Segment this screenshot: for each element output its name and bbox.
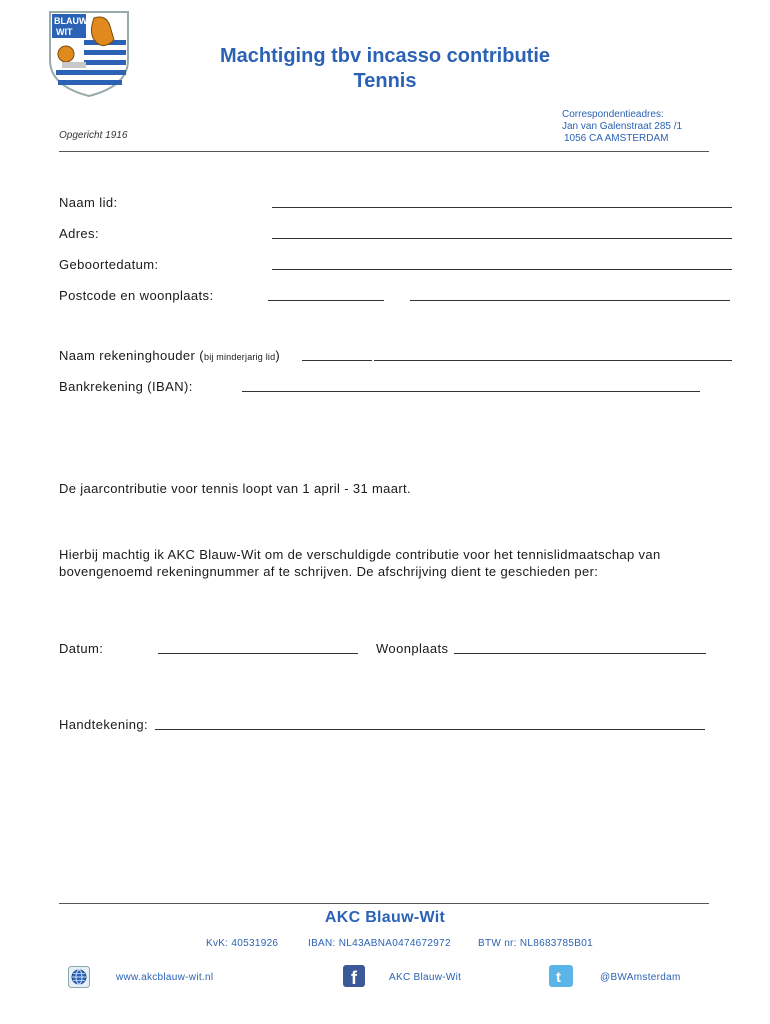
postcode-label: Postcode en woonplaats: (59, 288, 214, 303)
svg-text:f: f (351, 968, 357, 987)
logo-text-bottom: WIT (56, 27, 73, 37)
address-field-label: Adres: (59, 226, 99, 241)
holder-close: ) (275, 348, 281, 363)
kvk-number: KvK: 40531926 (206, 938, 279, 949)
mandate-text (59, 546, 661, 580)
address-label: Correspondentieadres: (562, 109, 664, 120)
residence-label: Woonplaats (376, 641, 449, 656)
account-holder-field[interactable] (374, 360, 732, 361)
iban-field[interactable] (242, 391, 700, 392)
mandate-line-2: bovengenoemd rekeningnummer af te schrijven. De afschrijving dient te geschieden per: (59, 564, 599, 579)
birthdate-field[interactable] (272, 269, 732, 270)
logo-text-top: BLAUW (54, 16, 88, 26)
header-divider (59, 151, 709, 152)
holder-note: bij minderjarig lid (203, 352, 276, 362)
footer-brand: AKC Blauw-Wit (324, 909, 446, 926)
name-field[interactable] (272, 207, 732, 208)
globe-icon (68, 966, 90, 988)
iban-number: IBAN: NL43ABNA0474672972 (308, 938, 451, 949)
founded-text: Opgericht 1916 (59, 130, 128, 141)
facebook-icon (343, 965, 365, 987)
holder-label-text: Naam rekeninghouder ( (59, 348, 204, 363)
address-city: 1056 CA AMSTERDAM (564, 133, 669, 144)
svg-text:t: t (556, 969, 561, 986)
city-field[interactable] (410, 300, 730, 301)
date-field[interactable] (158, 653, 358, 654)
mandate-line-1: Hierbij machtig ik AKC Blauw-Wit om de verschuldigde contributie voor het tennislidmaatschap van (59, 547, 661, 562)
address-field[interactable] (272, 238, 732, 239)
season-text: De jaarcontributie voor tennis loopt van 1 april - 31 maart. (59, 481, 411, 496)
btw-number: BTW nr: NL8683785B01 (478, 938, 593, 949)
birthdate-label: Geboortedatum: (59, 257, 159, 272)
residence-field[interactable] (454, 653, 706, 654)
twitter-link[interactable]: @BWAmsterdam (600, 972, 681, 983)
address-street: Jan van Galenstraat 285 /1 (562, 121, 683, 132)
postcode-field[interactable] (268, 300, 384, 301)
name-label: Naam lid: (59, 195, 118, 210)
iban-label: Bankrekening (IBAN): (59, 379, 193, 394)
title-line-1: Machtiging tbv incasso contributie (219, 45, 551, 67)
facebook-link[interactable]: AKC Blauw-Wit (389, 972, 462, 983)
date-label: Datum: (59, 641, 104, 656)
footer-divider (59, 903, 709, 904)
account-holder-label (59, 348, 280, 363)
twitter-icon (549, 965, 571, 987)
correspondence-address (562, 109, 682, 145)
title-line-2: Tennis (353, 70, 417, 92)
signature-label: Handtekening: (59, 717, 149, 732)
account-holder-field-short[interactable] (302, 360, 372, 361)
website-link[interactable]: www.akcblauw-wit.nl (116, 972, 214, 983)
document-title (0, 44, 770, 94)
signature-field[interactable] (155, 729, 705, 730)
